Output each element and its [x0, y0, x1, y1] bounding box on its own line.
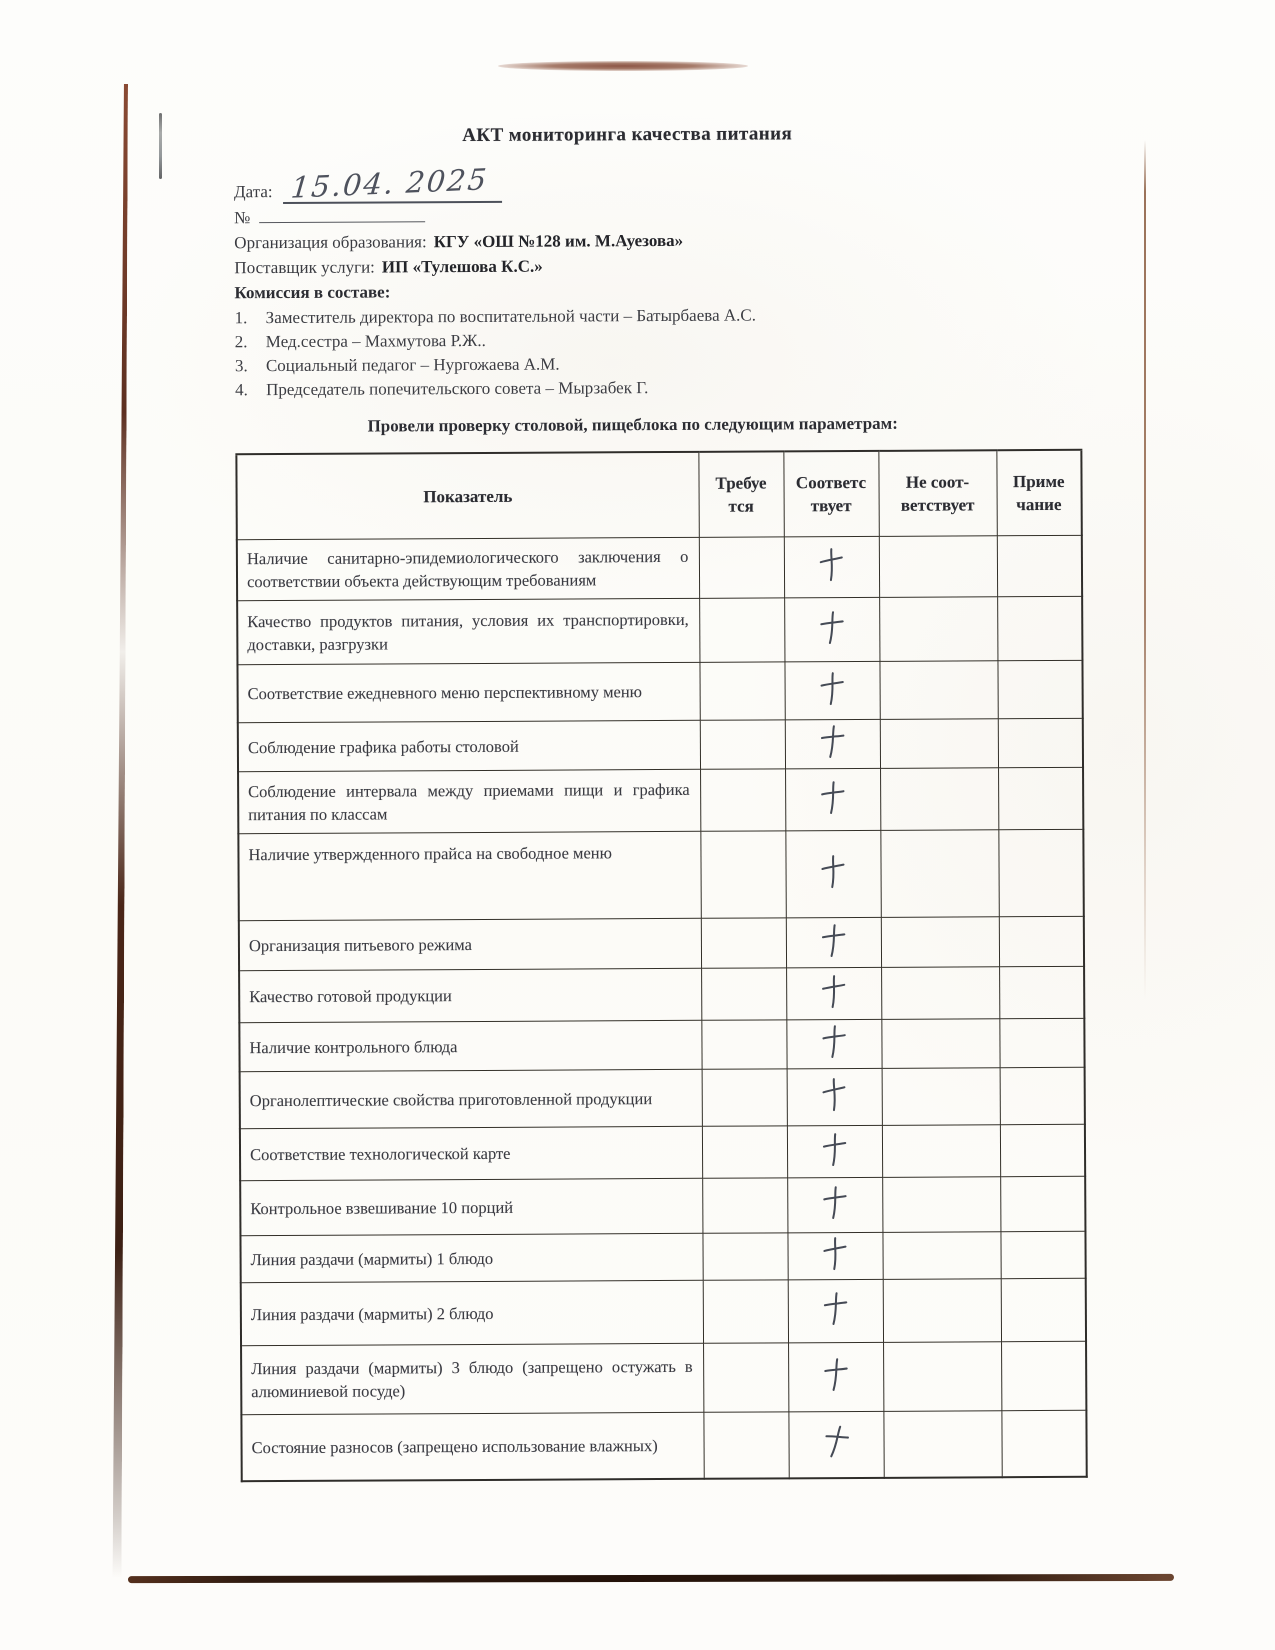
cell-indicator: Соответствие технологической карте: [240, 1126, 702, 1180]
date-handwritten-value: 15.04. 2025: [289, 162, 490, 205]
cell-note: [998, 829, 1083, 916]
cell-corresponds: [786, 917, 881, 967]
cell-requires: [701, 918, 786, 968]
member-text: Председатель попечительского совета – Мырзабек Г.: [265, 378, 649, 400]
member-text: Мед.сестра – Махмутова Р.Ж..: [265, 330, 486, 352]
scan-page-edge-left: [112, 84, 128, 1578]
table-header-row: [236, 450, 1081, 540]
table-row: [240, 1124, 1085, 1180]
header-indicator: Показатель: [236, 452, 698, 540]
cell-corresponds: [784, 536, 879, 597]
cell-indicator: Качество готовой продукции: [239, 968, 701, 1022]
cell-note: [1000, 1124, 1085, 1176]
checkmark-plus: [821, 1290, 850, 1326]
cell-indicator: Наличие контрольного блюда: [239, 1020, 701, 1071]
cell-note: [997, 596, 1082, 660]
cell-not-corresponds: [880, 768, 998, 831]
cell-corresponds: [784, 661, 879, 719]
cell-corresponds: [787, 1177, 882, 1232]
cell-not-corresponds: [881, 917, 999, 968]
cell-indicator: Соблюдение графика работы столовой: [238, 720, 700, 771]
document-title: АКТ мониторинга качества питания: [462, 123, 793, 147]
cell-indicator: Наличие утвержденного прайса на свободное меню: [238, 831, 700, 920]
cell-indicator: Организация питьевого режима: [239, 918, 701, 970]
cell-indicator: Качество продуктов питания, условия их транспортировки, доставки, разгрузки: [237, 598, 699, 664]
cell-not-corresponds: [879, 661, 997, 720]
organization-label: Организация образования:: [234, 232, 427, 253]
cell-indicator: Контрольное взвешивание 10 порций: [240, 1178, 702, 1235]
cell-not-corresponds: [881, 967, 999, 1020]
table-row: [241, 1341, 1086, 1414]
cell-corresponds: [788, 1411, 883, 1477]
table-row: [237, 660, 1082, 722]
commission-members-list: [235, 302, 1080, 402]
cell-note: [997, 535, 1082, 596]
cell-indicator: Соответствие ежедневного меню перспективному меню: [237, 662, 699, 722]
staple-mark: [159, 113, 162, 179]
checkmark-plus: [817, 547, 845, 583]
cell-requires: [703, 1280, 788, 1343]
cell-not-corresponds: [880, 830, 998, 918]
cell-not-corresponds: [883, 1411, 1001, 1478]
cell-not-corresponds: [880, 719, 998, 769]
cell-requires: [701, 968, 786, 1020]
cell-requires: [699, 598, 784, 662]
cell-not-corresponds: [879, 597, 997, 662]
member-text: Социальный педагог – Нургожаева А.М.: [265, 354, 560, 376]
scan-fold-line: [1144, 140, 1146, 1000]
header-required: Требуе тся: [698, 451, 783, 537]
checkmark-plus: [821, 1236, 849, 1272]
cell-requires: [703, 1412, 788, 1478]
cell-note: [1001, 1341, 1086, 1410]
cell-note: [998, 718, 1083, 767]
cell-requires: [700, 720, 785, 769]
cell-note: [997, 660, 1082, 718]
member-number: 4.: [234, 380, 248, 400]
checkmark-plus: [818, 670, 845, 705]
cell-indicator: Линия раздачи (мармиты) 3 блюдо (запрещено остужать в алюминиевой посуде): [241, 1343, 703, 1414]
checkmark-plus: [821, 1131, 848, 1166]
cell-note: [1001, 1410, 1086, 1476]
supplier-label: Поставщик услуги:: [234, 257, 375, 278]
table-row: [237, 596, 1082, 664]
checkmark-plus: [819, 1422, 854, 1462]
checkmark-plus: [820, 974, 847, 1009]
cell-requires: [701, 1020, 786, 1069]
cell-note: [998, 767, 1083, 829]
table-row: [238, 767, 1083, 833]
cell-corresponds: [787, 1068, 882, 1125]
cell-not-corresponds: [883, 1342, 1001, 1412]
checkmark-plus: [818, 723, 847, 760]
cell-corresponds: [785, 830, 880, 917]
checkmark-plus: [821, 1185, 849, 1221]
commission-heading: Комиссия в составе:: [234, 282, 391, 303]
cell-indicator: Линия раздачи (мармиты) 1 блюдо: [240, 1233, 702, 1282]
cell-requires: [703, 1343, 788, 1412]
table-row: [238, 718, 1083, 771]
table-row: [238, 829, 1083, 920]
monitoring-table: [235, 449, 1087, 1482]
cell-not-corresponds: [882, 1232, 1000, 1280]
cell-requires: [699, 537, 784, 598]
cell-not-corresponds: [882, 1177, 1000, 1233]
commission-member: [235, 374, 1080, 402]
table-row: [240, 1176, 1085, 1235]
number-label: №: [234, 208, 251, 228]
member-number: 3.: [234, 356, 248, 376]
scan-page-edge-bottom: [128, 1574, 1174, 1583]
cell-indicator: Состояние разносов (запрещено использование влажных): [241, 1412, 703, 1480]
table-row: [237, 535, 1082, 600]
checkmark-plus: [820, 1076, 849, 1112]
cell-note: [999, 966, 1084, 1018]
table-row: [239, 1018, 1084, 1071]
cell-not-corresponds: [881, 1019, 999, 1069]
cell-requires: [702, 1069, 787, 1126]
date-label: Дата:: [233, 182, 273, 202]
table-row: [240, 1067, 1085, 1128]
cell-note: [1001, 1278, 1086, 1341]
cell-note: [999, 916, 1084, 966]
table-row: [240, 1231, 1085, 1282]
checkmark-plus: [819, 922, 848, 958]
member-number: 1.: [234, 308, 248, 328]
cell-corresponds: [785, 719, 880, 768]
table-row: [241, 1410, 1086, 1480]
header-note: Приме чание: [996, 450, 1081, 536]
cell-requires: [702, 1126, 787, 1178]
cell-indicator: Наличие санитарно-эпидемиологического заключения о соответствии объекта действующим требованиям: [237, 537, 699, 600]
member-number: 2.: [234, 332, 248, 352]
header-corresponds: Соответс твует: [783, 451, 878, 537]
cell-corresponds: [787, 1125, 882, 1177]
cell-note: [999, 1018, 1084, 1067]
cell-corresponds: [785, 768, 880, 830]
cell-indicator: Соблюдение интервала между приемами пищи и графика питания по классам: [238, 769, 700, 833]
cell-corresponds: [784, 597, 879, 661]
cell-not-corresponds: [883, 1279, 1001, 1343]
table-row: [239, 916, 1084, 970]
table-row: [241, 1278, 1086, 1345]
cell-not-corresponds: [879, 536, 997, 598]
document-content: [233, 0, 1086, 1482]
cell-note: [1000, 1231, 1085, 1278]
date-field: [234, 162, 1079, 204]
cell-corresponds: [786, 1019, 881, 1068]
table-row: [239, 966, 1084, 1022]
cell-note: [1000, 1176, 1085, 1231]
number-blank-underline: [260, 203, 426, 223]
checkmark-plus: [817, 609, 846, 645]
cell-requires: [699, 662, 784, 720]
checkmark-plus: [820, 1024, 848, 1060]
cell-requires: [700, 769, 785, 831]
checkmark-plus: [819, 779, 847, 815]
cell-corresponds: [787, 1232, 882, 1279]
cell-corresponds: [788, 1342, 883, 1411]
cell-indicator: Органолептические свойства приготовленной продукции: [240, 1069, 702, 1128]
cell-corresponds: [788, 1279, 883, 1342]
supplier-value: ИП «Тулешова К.С.»: [381, 256, 543, 277]
cell-corresponds: [786, 967, 881, 1019]
cell-not-corresponds: [882, 1125, 1000, 1178]
cell-requires: [700, 831, 785, 918]
intro-text: Провели проверку столовой, пищеблока по следующим параметрам:: [367, 413, 898, 436]
organization-value: КГУ «ОШ №128 им. М.Ауезова»: [433, 230, 684, 252]
member-text: Заместитель директора по воспитательной части – Батырбаева А.С.: [265, 305, 757, 328]
checkmark-plus: [821, 1356, 850, 1393]
cell-indicator: Линия раздачи (мармиты) 2 блюдо: [241, 1280, 703, 1345]
date-underline: [282, 162, 501, 205]
cell-requires: [702, 1233, 787, 1280]
cell-not-corresponds: [882, 1068, 1000, 1126]
header-not-corresponds: Не соот- ветствует: [878, 450, 996, 536]
cell-requires: [702, 1178, 787, 1233]
checkmark-plus: [819, 854, 847, 890]
cell-note: [1000, 1067, 1085, 1124]
